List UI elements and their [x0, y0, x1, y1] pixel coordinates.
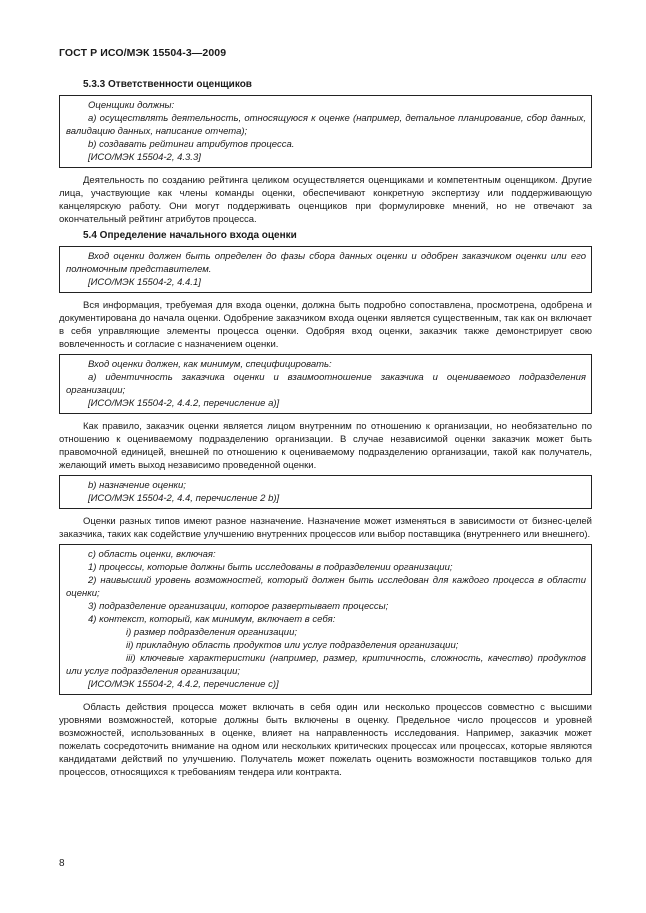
- box-line: a) идентичность заказчика оценки и взаимоотношение заказчика и оцениваемого подразделения организации;: [66, 372, 586, 396]
- paragraph: Оценки разных типов имеют разное назначение. Назначение может изменяться в зависимости от бизнес-целей заказчика, таких как содействие улучшению внутренних процессов или выбор поставщика (внутреннего или внешнего).: [59, 516, 592, 540]
- box-line: Вход оценки должен быть определен до фазы сбора данных оценки и одобрен заказчиком оценки или его полномочным представителем.: [66, 251, 586, 275]
- box-line: 2) наивысший уровень возможностей, который должен быть исследован для каждого процесса в области оценки;: [66, 575, 586, 599]
- section-heading-5-3-3: 5.3.3 Ответственности оценщиков: [83, 79, 252, 90]
- box-reference: [ИСО/МЭК 15504-2, 4.3.3]: [88, 152, 201, 163]
- box-line: 1) процессы, которые должны быть исследованы в подразделении организации;: [88, 562, 453, 573]
- box-line: 4) контекст, который, как минимум, включает в себя:: [88, 614, 336, 625]
- box-line: Вход оценки должен, как минимум, специфицировать:: [88, 359, 332, 370]
- paragraph: Область действия процесса может включать в себя один или несколько процессов совместно с высшими уровнями возможностей, которые должны быть включены в оценку. Предельное число процессов и уровней возможностей, использованных в оценке, влияет на направленность исследования. Например, заказчик может пожелать сосредоточить внимание на одном или нескольких критических процессах или процессах, которые являются кандидатами действий по улучшению. Получатель может пожелать оценить возможности поставщиков только для процессов, относящихся к требованиям тендера или контракта.: [59, 702, 592, 778]
- document-header: ГОСТ Р ИСО/МЭК 15504-3—2009: [59, 47, 227, 59]
- section-heading-5-4: 5.4 Определение начального входа оценки: [83, 230, 297, 241]
- paragraph: Деятельность по созданию рейтинга целиком осуществляется оценщиками и компетентным оценщиком. Другие лица, участвующие как члены команды оценки, обеспечивают конкретную экспертизу или поддерживающую канцелярскую работу. Они могут поддерживать оценщиков при формулировке мнений, но не отвечают за окончательный рейтинг атрибутов процесса.: [59, 175, 592, 225]
- box-line: 3) подразделение организации, которое развертывает процессы;: [88, 601, 389, 612]
- box-reference: [ИСО/МЭК 15504-2, 4.4.1]: [88, 277, 201, 288]
- paragraph: Как правило, заказчик оценки является лицом внутренним по отношению к организации, но необязательно по отношению к оцениваемому подразделению организации. В случае независимой оценки заказчик может быть правомочной единицей, внешней по отношению к оцениваемому подразделению организации, такой как получатель, желающий иметь выход независимо проведенной оценки.: [59, 421, 592, 471]
- requirement-box: [59, 544, 592, 695]
- box-line: Оценщики должны:: [88, 100, 175, 111]
- box-line: b) назначение оценки;: [88, 480, 186, 491]
- requirement-box: [59, 95, 592, 168]
- paragraph: Вся информация, требуемая для входа оценки, должна быть подробно сопоставлена, просмотрена, одобрена и документирована до начала оценки. Одобрение заказчиком входа оценки является существенным, так как он включает в себя управляющие элементы процесса оценки. Одобряя вход оценки, заказчик также демонстрирует свою вовлеченность и согласие с назначением оценки.: [59, 300, 592, 350]
- box-subline: i) размер подразделения организации;: [126, 627, 297, 638]
- box-reference: [ИСО/МЭК 15504-2, 4.4.2, перечисление a)]: [88, 398, 280, 409]
- box-line: a) осуществлять деятельность, относящуюся к оценке (например, детальное планирование, сбор данных, валидацию данных, написание отчета);: [66, 113, 586, 137]
- box-subline: iii) ключевые характеристики (например, размер, критичность, сложность, качество) продуктов или услуг подразделения организации;: [66, 653, 586, 677]
- box-reference: [ИСО/МЭК 15504-2, 4.4, перечисление 2 b)]: [88, 493, 280, 504]
- box-line: c) область оценки, включая:: [88, 549, 216, 560]
- requirement-box: [59, 354, 592, 414]
- requirement-box: [59, 246, 592, 293]
- page-number: 8: [59, 858, 65, 869]
- page-content: [59, 78, 592, 782]
- box-subline: ii) прикладную область продуктов или услуг подразделения организации;: [126, 640, 459, 651]
- requirement-box: [59, 475, 592, 509]
- box-reference: [ИСО/МЭК 15504-2, 4.4.2, перечисление c)]: [88, 679, 279, 690]
- box-line: b) создавать рейтинги атрибутов процесса.: [88, 139, 295, 150]
